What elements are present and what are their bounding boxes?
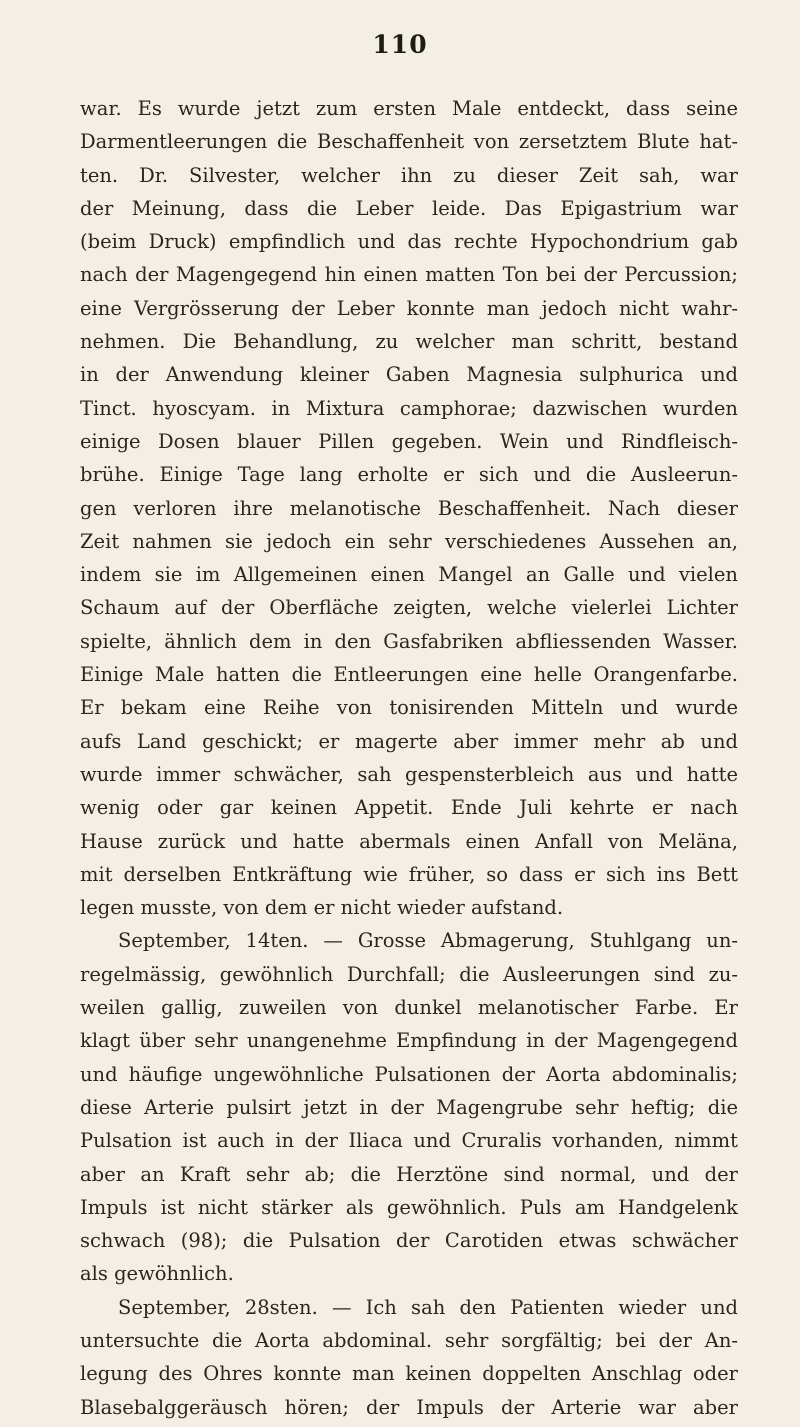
text-line: eine Vergrösserung der Leber konnte man jedoch nicht wahr-: [80, 296, 738, 320]
text-line: (beim Druck) empfindlich und das rechte Hypochondrium gab: [80, 230, 738, 254]
text-line: regelmässig, gewöhnlich Durchfall; die Ausleerungen sind zu-: [80, 962, 738, 986]
text-line: wenig oder gar keinen Appetit. Ende Juli kehrte er nach: [80, 796, 738, 820]
text-line: Impuls ist nicht stärker als gewöhnlich. Puls am Handgelenk: [80, 1195, 738, 1219]
text-line: war. Es wurde jetzt zum ersten Male entdeckt, dass seine: [80, 97, 738, 120]
text-line: aber an Kraft sehr ab; die Herztöne sind normal, und der: [80, 1162, 738, 1186]
text-line: wurde immer schwächer, sah gespensterbleich aus und hatte: [80, 762, 738, 786]
text-line: Schaum auf der Oberfläche zeigten, welche vielerlei Lichter: [80, 596, 738, 620]
text-line: Er bekam eine Reihe von tonisirenden Mitteln und wurde: [80, 696, 738, 720]
text-line: einige Dosen blauer Pillen gegeben. Wein und Rindfleisch-: [80, 429, 738, 453]
text-line: nach der Magengegend hin einen matten Ton bei der Percussion;: [80, 263, 738, 287]
paragraph: [80, 924, 738, 1290]
text-line: Zeit nahmen sie jedoch ein sehr verschiedenes Aussehen an,: [80, 529, 738, 553]
text-line: Hause zurück und hatte abermals einen Anfall von Meläna,: [80, 829, 738, 853]
text-line: diese Arterie pulsirt jetzt in der Magengrube sehr heftig; die: [80, 1095, 738, 1119]
page-number: 110: [372, 30, 428, 59]
text-line: untersuchte die Aorta abdominal. sehr sorgfältig; bei der An-: [80, 1328, 738, 1352]
text-line: nehmen. Die Behandlung, zu welcher man schritt, bestand: [80, 330, 738, 354]
text-line: und häufige ungewöhnliche Pulsationen der Aorta abdominalis;: [80, 1062, 738, 1086]
text-line: als gewöhnlich.: [80, 1262, 234, 1286]
text-line: in der Anwendung kleiner Gaben Magnesia sulphurica und: [80, 363, 738, 387]
text-line: Tinct. hyoscyam. in Mixtura camphorae; dazwischen wurden: [80, 396, 738, 420]
text-line: klagt über sehr unangenehme Empfindung in der Magengegend: [80, 1029, 738, 1053]
text-line: legen musste, von dem er nicht wieder aufstand.: [80, 896, 564, 920]
text-line: September, 28sten. — Ich sah den Patienten wieder und: [118, 1295, 738, 1319]
text-line: Blasebalggeräusch hören; der Impuls der Arterie war aber: [80, 1395, 738, 1419]
text-line: September, 14ten. — Grosse Abmagerung, Stuhlgang un-: [118, 929, 738, 953]
text-line: indem sie im Allgemeinen einen Mangel an Galle und vielen: [80, 563, 738, 587]
text-line: ten. Dr. Silvester, welcher ihn zu dieser Zeit sah, war: [80, 163, 738, 187]
text-line: mit derselben Entkräftung wie früher, so dass er sich ins Bett: [80, 862, 738, 886]
text-line: Einige Male hatten die Entleerungen eine helle Orangenfarbe.: [80, 663, 738, 687]
text-line: aufs Land geschickt; er magerte aber immer mehr ab und: [80, 729, 738, 753]
paragraph: [80, 92, 738, 924]
text-line: spielte, ähnlich dem in den Gasfabriken abfliessenden Wasser.: [80, 629, 738, 653]
text-line: Pulsation ist auch in der Iliaca und Cruralis vorhanden, nimmt: [80, 1129, 738, 1153]
text-line: brühe. Einige Tage lang erholte er sich und die Ausleerun-: [80, 463, 738, 487]
text-line: weilen gallig, zuweilen von dunkel melanotischer Farbe. Er: [80, 996, 738, 1020]
body-text: [80, 92, 738, 1424]
text-line: gen verloren ihre melanotische Beschaffenheit. Nach dieser: [80, 496, 738, 520]
paragraph: [80, 1291, 738, 1424]
text-line: legung des Ohres konnte man keinen doppelten Anschlag oder: [80, 1362, 738, 1386]
text-line: schwach (98); die Pulsation der Carotiden etwas schwächer: [80, 1229, 738, 1253]
text-line: Darmentleerungen die Beschaffenheit von zersetztem Blute hat-: [80, 130, 738, 154]
text-line: der Meinung, dass die Leber leide. Das Epigastrium war: [80, 196, 738, 220]
